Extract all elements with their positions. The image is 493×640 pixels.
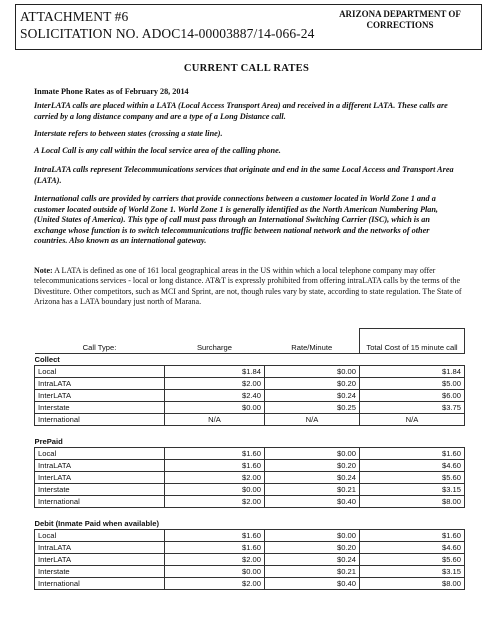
cell-call-type: InterLATA <box>35 472 165 484</box>
rates-date: Inmate Phone Rates as of February 28, 2014 <box>34 87 189 96</box>
table-row <box>35 460 465 472</box>
department-line-1: ARIZONA DEPARTMENT OF <box>339 9 461 19</box>
cell-total-cost: $5.60 <box>360 554 465 566</box>
international-paragraph: International calls are provided by carriers that provide connections between a customer located in World Zone 1 and a customer located outside of World Zone 1. World Zone 1 is generally identified as the North American Numbering Plan, (United States of America). This type of call must pass through an International Switching Carrier (ISC), which is an exchange whose function is to switch telecommunications traffic between national network and the networks of other countries. Also known as an international gateway. <box>34 194 438 246</box>
attachment-label: ATTACHMENT #6 <box>20 9 129 24</box>
table-row <box>35 554 465 566</box>
section-spacer-cell <box>35 508 465 519</box>
cell-rate-minute: N/A <box>265 414 360 426</box>
department-line-2: CORRECTIONS <box>366 20 434 30</box>
cell-total-cost: $3.15 <box>360 566 465 578</box>
call-rates-table <box>34 328 465 590</box>
cell-rate-minute: $0.20 <box>265 542 360 554</box>
cell-call-type: International <box>35 414 165 426</box>
local-call-paragraph: A Local Call is any call within the local service area of the calling phone. <box>34 146 281 155</box>
table-row <box>35 414 465 426</box>
cell-total-cost: $6.00 <box>360 390 465 402</box>
cell-surcharge: $2.00 <box>165 378 265 390</box>
section-name: PrePaid <box>34 437 63 446</box>
cell-rate-minute: $0.00 <box>265 448 360 460</box>
cell-total-cost: $4.60 <box>360 542 465 554</box>
table-row <box>35 530 465 542</box>
section-spacer <box>35 508 465 519</box>
document-header <box>15 4 482 50</box>
intralata-paragraph: IntraLATA calls represent Telecommunications services that originate and end in the same Local Access and Transport Area (LATA). <box>34 165 454 185</box>
cell-rate-minute: $0.24 <box>265 472 360 484</box>
cell-total-cost: $1.60 <box>360 448 465 460</box>
cell-call-type: International <box>35 496 165 508</box>
cell-rate-minute: $0.40 <box>265 578 360 590</box>
table-row <box>35 566 465 578</box>
cell-call-type: IntraLATA <box>35 460 165 472</box>
section-name: Debit (Inmate Paid when available) <box>34 519 159 528</box>
cell-surcharge: $0.00 <box>165 402 265 414</box>
table-row <box>35 378 465 390</box>
cell-rate-minute: $0.25 <box>265 402 360 414</box>
cell-surcharge: $0.00 <box>165 484 265 496</box>
section-header-row <box>35 518 465 530</box>
cell-surcharge: $1.60 <box>165 448 265 460</box>
cell-surcharge: $2.40 <box>165 390 265 402</box>
cell-rate-minute: $0.20 <box>265 378 360 390</box>
note-text: A LATA is defined as one of 161 local geographical areas in the US within which a local telephone company may offer telecommunications services - local or long distance. AT&T is expressly prohibited from offering intraLATA calls by the terms of the Divestiture. Other competitors, such as MCI and Sprint, are not, though rules vary by state, according to state regulation. The State of Arizona has a LATA boundary just north of Marana. <box>34 266 462 306</box>
section-header-row <box>35 354 465 366</box>
cell-total-cost: $1.60 <box>360 530 465 542</box>
column-header-call-type: Call Type: <box>35 329 165 354</box>
cell-total-cost: $3.75 <box>360 402 465 414</box>
cell-surcharge: $1.60 <box>165 460 265 472</box>
cell-rate-minute: $0.40 <box>265 496 360 508</box>
cell-rate-minute: $0.00 <box>265 366 360 378</box>
cell-total-cost: $3.15 <box>360 484 465 496</box>
column-header-surcharge: Surcharge <box>165 329 265 354</box>
cell-rate-minute: $0.24 <box>265 554 360 566</box>
cell-surcharge: $1.60 <box>165 542 265 554</box>
note-label: Note: <box>34 266 53 275</box>
section-header-row <box>35 436 465 448</box>
table-row <box>35 542 465 554</box>
column-header-rate-minute: Rate/Minute <box>265 329 360 354</box>
table-row <box>35 366 465 378</box>
cell-call-type: Local <box>35 448 165 460</box>
cell-surcharge: $2.00 <box>165 578 265 590</box>
section-spacer <box>35 426 465 437</box>
department-name <box>325 9 475 31</box>
cell-rate-minute: $0.21 <box>265 484 360 496</box>
header-left <box>20 8 314 42</box>
cell-total-cost: $8.00 <box>360 578 465 590</box>
cell-rate-minute: $0.21 <box>265 566 360 578</box>
cell-surcharge: $0.00 <box>165 566 265 578</box>
cell-call-type: Interstate <box>35 484 165 496</box>
table-row <box>35 448 465 460</box>
table-row <box>35 472 465 484</box>
table-row <box>35 496 465 508</box>
table-row <box>35 390 465 402</box>
cell-surcharge: $1.60 <box>165 530 265 542</box>
cell-rate-minute: $0.00 <box>265 530 360 542</box>
solicitation-number: SOLICITATION NO. ADOC14-00003887/14-066-24 <box>20 26 315 41</box>
interstate-paragraph: Interstate refers to between states (crossing a state line). <box>34 129 223 138</box>
cell-call-type: Local <box>35 366 165 378</box>
cell-call-type: IntraLATA <box>35 378 165 390</box>
cell-call-type: Local <box>35 530 165 542</box>
cell-call-type: Interstate <box>35 566 165 578</box>
cell-total-cost: $1.84 <box>360 366 465 378</box>
cell-surcharge: $2.00 <box>165 496 265 508</box>
table-row <box>35 484 465 496</box>
cell-total-cost: $8.00 <box>360 496 465 508</box>
cell-surcharge: $1.84 <box>165 366 265 378</box>
call-rates-table-body <box>35 329 465 590</box>
cell-call-type: Interstate <box>35 402 165 414</box>
table-row <box>35 402 465 414</box>
cell-total-cost: $5.00 <box>360 378 465 390</box>
cell-total-cost: $4.60 <box>360 460 465 472</box>
cell-call-type: IntraLATA <box>35 542 165 554</box>
cell-surcharge: $2.00 <box>165 554 265 566</box>
note-paragraph <box>34 266 462 307</box>
cell-rate-minute: $0.24 <box>265 390 360 402</box>
table-row <box>35 578 465 590</box>
cell-surcharge: $2.00 <box>165 472 265 484</box>
interlata-paragraph: InterLATA calls are placed within a LATA (Local Access Transport Area) and received in a different LATA. These calls are carried by a long distance company and are a type of a Long Distance call. <box>34 101 448 121</box>
cell-call-type: InterLATA <box>35 554 165 566</box>
section-spacer-cell <box>35 426 465 437</box>
section-name: Collect <box>34 355 60 364</box>
table-header-row <box>35 329 465 354</box>
cell-call-type: InterLATA <box>35 390 165 402</box>
cell-rate-minute: $0.20 <box>265 460 360 472</box>
cell-total-cost: N/A <box>360 414 465 426</box>
cell-call-type: International <box>35 578 165 590</box>
cell-total-cost: $5.60 <box>360 472 465 484</box>
cell-surcharge: N/A <box>165 414 265 426</box>
page-title: CURRENT CALL RATES <box>183 63 310 74</box>
column-header-total-cost: Total Cost of 15 minute call <box>360 329 465 354</box>
